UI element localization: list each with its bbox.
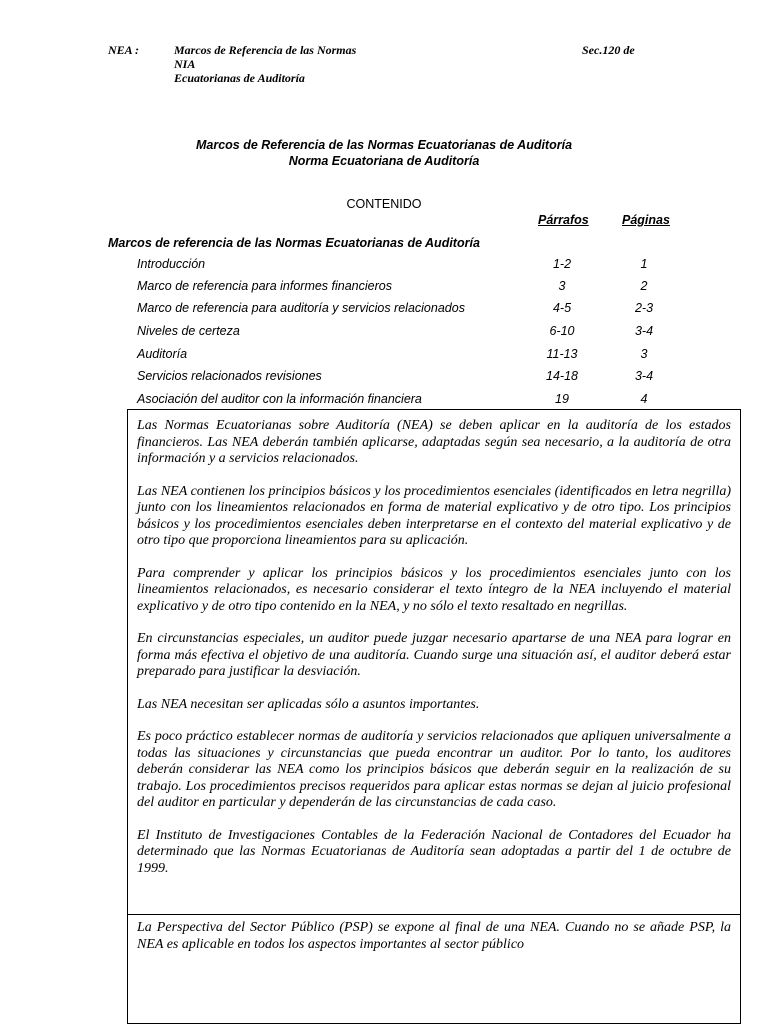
toc-paragraphs: 11-13: [546, 347, 578, 361]
contents-section-title: Marcos de referencia de las Normas Ecuatorianas de Auditoría: [108, 236, 480, 250]
intro-paragraph: Las NEA necesitan ser aplicadas sólo a asuntos importantes.: [137, 696, 480, 712]
intro-paragraph: Es poco práctico establecer normas de auditoría y servicios relacionados que apliquen universalmente a todas las situaciones y circunstancias que pueda encontrar un auditor. Por lo tanto, los auditores deberán considerar las NEA como los principios básicos que deberán seguir en la realización de su trabajo. Los procedimientos precisos requeridos para aplicar estas normas se dejan al juicio profesional del auditor en particular y dependerán de las circunstancias de cada caso.: [137, 729, 731, 810]
header-title-line2: NIA: [174, 57, 196, 71]
document-title: [0, 137, 768, 169]
header-title-line3: Ecuatorianas de Auditoría: [174, 71, 305, 85]
toc-pages: 2-3: [634, 301, 654, 315]
toc-paragraphs: 1-2: [552, 257, 572, 271]
toc-row: [0, 301, 768, 323]
toc-row: [0, 347, 768, 369]
intro-paragraph: Las NEA contienen los principios básicos y los procedimientos esenciales (identificados en letra negrilla) junto con los lineamientos relacionados en forma de material explicativo y de otro tipo. Los principios básicos y los procedimientos esenciales deben interpretarse en el contexto del material explicativo y de otro tipo que proporciona lineamientos para su aplicación.: [137, 483, 731, 548]
public-sector-text: La Perspectiva del Sector Público (PSP) se expone al final de una NEA. Cuando no se añade PSP, la NEA es aplicable en todos los aspectos importantes al sector público: [137, 920, 731, 952]
toc-title: Auditoría: [137, 347, 188, 361]
introduction-box: [127, 409, 741, 915]
toc-paragraphs: 4-5: [552, 301, 572, 315]
toc-row: [0, 369, 768, 391]
toc-row: [0, 279, 768, 301]
header-code: NEA :: [108, 43, 140, 57]
toc-title: Introducción: [137, 257, 206, 271]
toc-pages: 1: [640, 257, 648, 271]
toc-row: [0, 324, 768, 346]
toc-pages: 3: [640, 347, 648, 361]
document-title-line1: Marcos de Referencia de las Normas Ecuatorianas de Auditoría: [195, 138, 573, 152]
toc-pages: 4: [640, 392, 648, 406]
toc-title: Servicios relacionados revisiones: [137, 369, 322, 383]
intro-paragraph: En circunstancias especiales, un auditor puede juzgar necesario apartarse de una NEA para lograr en forma más efectiva el objetivo de una auditoría. Cuando surge una situación así, el auditor deberá estar preparado para justificar la desviación.: [137, 631, 731, 679]
toc-title: Marco de referencia para auditoría y servicios relacionados: [137, 301, 465, 315]
toc-title: Asociación del auditor con la información financiera: [137, 392, 422, 406]
header-section: Sec.120 de: [582, 43, 635, 57]
toc-title: Marco de referencia para informes financieros: [137, 279, 392, 293]
toc-paragraphs: 14-18: [546, 369, 578, 383]
toc-pages: 2: [640, 279, 648, 293]
intro-paragraph: El Instituto de Investigaciones Contables de la Federación Nacional de Contadores del Ecuador ha determinado que las Normas Ecuatorianas de Auditoría sean adoptadas a partir del 1 de octubre de 1999.: [137, 827, 731, 876]
header-title-line1: Marcos de Referencia de las Normas: [174, 43, 357, 57]
public-sector-box: [127, 914, 741, 1024]
document-title-line2: Norma Ecuatoriana de Auditoría: [288, 154, 480, 168]
toc-paragraphs: 19: [555, 392, 569, 406]
toc-pages: 3-4: [634, 324, 654, 338]
toc-pages: 3-4: [634, 369, 654, 383]
col-header-paragraphs: Párrafos: [538, 213, 589, 227]
toc-paragraphs: 3: [558, 279, 566, 293]
toc-title: Niveles de certeza: [137, 324, 240, 338]
toc-paragraphs: 6-10: [549, 324, 575, 338]
contents-heading: CONTENIDO: [346, 197, 422, 211]
col-header-pages: Páginas: [622, 213, 670, 227]
intro-paragraph: Las Normas Ecuatorianas sobre Auditoría (NEA) se deben aplicar en la auditoría de los estados financieros. Las NEA deberán también aplicarse, adaptadas según sea necesario, a la auditoría de otra información y a servicios relacionados.: [137, 418, 731, 466]
toc-row: [0, 257, 768, 279]
intro-paragraph: Para comprender y aplicar los principios básicos y los procedimientos esenciales junto con los lineamientos relacionados, es necesario considerar el texto íntegro de la NEA incluyendo el material explicativo y de otro tipo contenido en la NEA, y no sólo el texto resaltado en negrillas.: [137, 565, 731, 614]
